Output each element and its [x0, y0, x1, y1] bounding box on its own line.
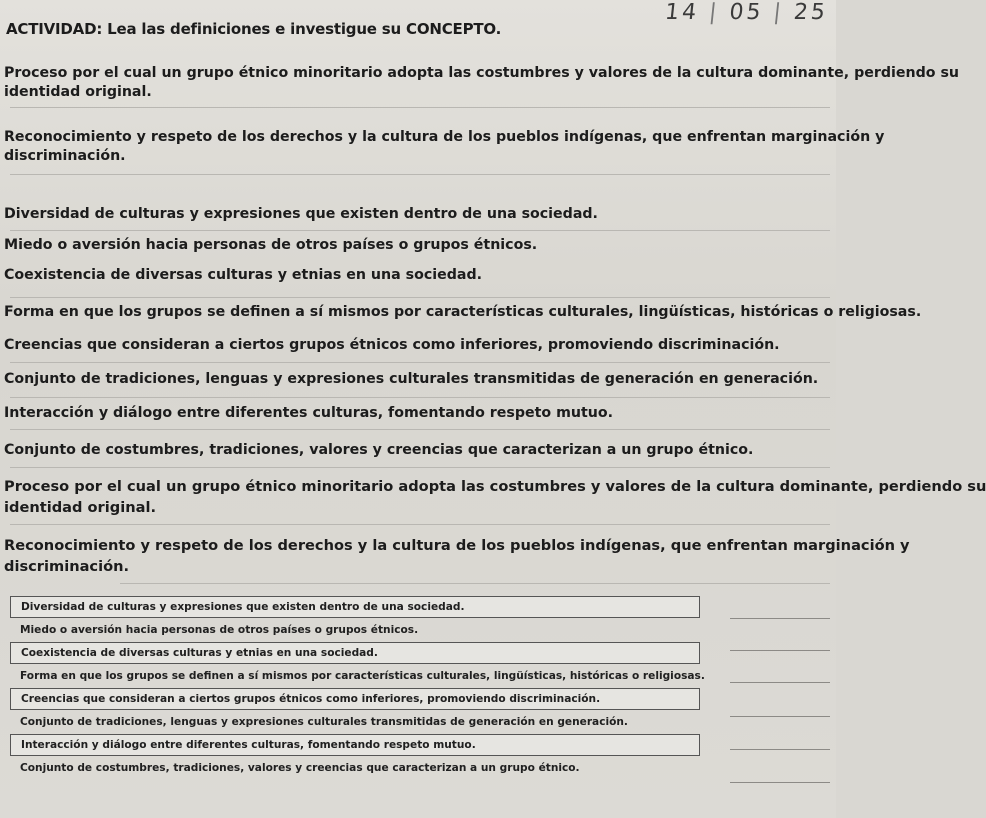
- answer-option: Coexistencia de diversas culturas y etnias en una sociedad.: [10, 642, 700, 664]
- answer-option: Creencias que consideran a ciertos grupos étnicos como inferiores, promoviendo discriminación.: [10, 688, 700, 710]
- answer-line: [10, 524, 830, 525]
- definition-line: identidad original.: [4, 84, 152, 100]
- answer-line: [10, 429, 830, 430]
- answer-line: [10, 397, 830, 398]
- answer-line: [10, 297, 830, 298]
- answer-option: Forma en que los grupos se definen a sí mismos por características culturales, lingüísticas, históricas o religiosas.: [20, 670, 705, 682]
- definition-line: Interacción y diálogo entre diferentes culturas, fomentando respeto mutuo.: [4, 405, 613, 421]
- definition-8: [4, 370, 830, 389]
- definition-10: [4, 441, 830, 460]
- answer-line: [10, 467, 830, 468]
- answer-line: [10, 107, 830, 108]
- answer-options: [10, 596, 705, 780]
- definition-line: Miedo o aversión hacia personas de otros países o grupos étnicos.: [4, 237, 538, 253]
- definition-11: [4, 476, 986, 518]
- definition-line: Coexistencia de diversas culturas y etnias en una sociedad.: [4, 267, 482, 283]
- answer-line: [10, 362, 830, 363]
- definition-3: [4, 205, 830, 224]
- definition-7: [4, 336, 830, 355]
- definition-line: Reconocimiento y respeto de los derechos y la cultura de los pueblos indígenas, que enfrentan marginación y: [4, 537, 910, 554]
- definition-4: [4, 236, 830, 255]
- definition-line: Diversidad de culturas y expresiones que existen dentro de una sociedad.: [4, 206, 598, 222]
- definition-6: [4, 303, 922, 322]
- answer-option: Diversidad de culturas y expresiones que existen dentro de una sociedad.: [10, 596, 700, 618]
- page-digits-1: 14: [663, 0, 701, 25]
- definition-line: Conjunto de costumbres, tradiciones, valores y creencias que caracterizan a un grupo étnico.: [4, 442, 754, 458]
- answer-option: Miedo o aversión hacia personas de otros países o grupos étnicos.: [20, 624, 419, 636]
- page-digits-2: 05: [728, 0, 765, 25]
- page-separator: |: [772, 0, 786, 25]
- answer-line: [730, 650, 830, 651]
- definition-line: discriminación.: [4, 558, 130, 575]
- definition-5: [4, 266, 830, 285]
- definition-line: Conjunto de tradiciones, lenguas y expresiones culturales transmitidas de generación en generación.: [4, 371, 819, 387]
- answer-option: Conjunto de tradiciones, lenguas y expresiones culturales transmitidas de generación en generación.: [20, 716, 628, 728]
- definition-line: Proceso por el cual un grupo étnico minoritario adopta las costumbres y valores de la cultura dominante, perdiendo su: [4, 478, 986, 495]
- answer-line: [120, 583, 830, 584]
- activity-title: ACTIVIDAD: Lea las definiciones e investigue su CONCEPTO.: [6, 20, 502, 38]
- definition-1: [4, 64, 960, 102]
- page-separator: |: [707, 0, 721, 25]
- definition-12: [4, 535, 910, 577]
- definition-line: identidad original.: [4, 499, 156, 516]
- answer-line: [10, 230, 830, 231]
- definition-9: [4, 404, 830, 423]
- answer-line: [730, 682, 830, 683]
- answer-option: Conjunto de costumbres, tradiciones, valores y creencias que caracterizan a un grupo étnico.: [20, 762, 580, 774]
- answer-line: [730, 716, 830, 717]
- answer-line: [730, 782, 830, 783]
- definition-line: Proceso por el cual un grupo étnico minoritario adopta las costumbres y valores de la cultura dominante, perdiendo su: [4, 65, 960, 81]
- definition-2: [4, 128, 885, 166]
- definition-line: Forma en que los grupos se definen a sí mismos por características culturales, lingüísticas, históricas o religiosas.: [4, 304, 922, 320]
- definition-line: Reconocimiento y respeto de los derechos y la cultura de los pueblos indígenas, que enfrentan marginación y: [4, 129, 885, 145]
- answer-line: [730, 618, 830, 619]
- answer-option: Interacción y diálogo entre diferentes culturas, fomentando respeto mutuo.: [10, 734, 700, 756]
- page-digits-3: 25: [792, 0, 830, 25]
- answer-line: [10, 174, 830, 175]
- definition-line: discriminación.: [4, 148, 126, 164]
- answer-line: [730, 749, 830, 750]
- definition-line: Creencias que consideran a ciertos grupos étnicos como inferiores, promoviendo discriminación.: [4, 337, 780, 353]
